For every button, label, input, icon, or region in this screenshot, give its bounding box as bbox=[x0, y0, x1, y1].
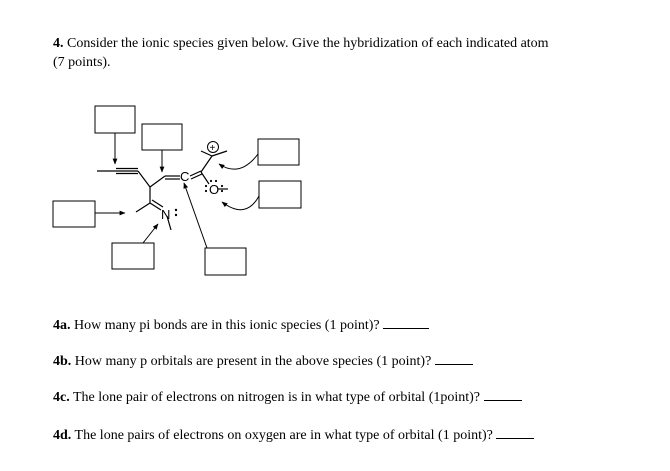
question-4b bbox=[53, 351, 473, 371]
atom-n: N bbox=[161, 207, 171, 222]
charge-symbol: + bbox=[209, 143, 216, 154]
answer-blank-4b[interactable] bbox=[435, 351, 473, 365]
question-points: (7 points). bbox=[53, 55, 111, 70]
atom-c: C bbox=[180, 169, 190, 184]
question-4a-label: 4a. bbox=[53, 318, 71, 333]
question-4d bbox=[53, 425, 534, 445]
answer-box-2[interactable] bbox=[142, 124, 182, 150]
answer-box-6[interactable] bbox=[112, 243, 154, 269]
question-text: Consider the ionic species given below. Give the hybridization of each indicated atom bbox=[63, 36, 549, 51]
question-4c-text: The lone pair of electrons on nitrogen is in what type of orbital (1point)? bbox=[69, 390, 484, 405]
question-4b-text: How many p orbitals are present in the above species (1 point)? bbox=[71, 354, 435, 369]
question-4c-label: 4c. bbox=[53, 390, 70, 405]
atom-o: O bbox=[209, 182, 220, 197]
question-4a bbox=[53, 315, 429, 335]
question-4d-label: 4d. bbox=[53, 428, 72, 443]
question-4b-label: 4b. bbox=[53, 354, 72, 369]
answer-box-5[interactable] bbox=[53, 201, 95, 227]
answer-box-1[interactable] bbox=[95, 106, 135, 133]
question-4d-text: The lone pairs of electrons on oxygen are in what type of orbital (1 point)? bbox=[71, 428, 497, 443]
answer-blank-4a[interactable] bbox=[383, 315, 429, 329]
answer-box-4[interactable] bbox=[259, 181, 301, 208]
question-4c bbox=[53, 387, 522, 407]
answer-blank-4d[interactable] bbox=[496, 425, 534, 439]
answer-box-3[interactable] bbox=[258, 139, 299, 165]
answer-blank-4c[interactable] bbox=[484, 387, 522, 401]
question-4a-text: How many pi bonds are in this ionic species (1 point)? bbox=[70, 318, 384, 333]
question-number: 4. bbox=[53, 36, 64, 51]
answer-box-7[interactable] bbox=[205, 248, 246, 275]
